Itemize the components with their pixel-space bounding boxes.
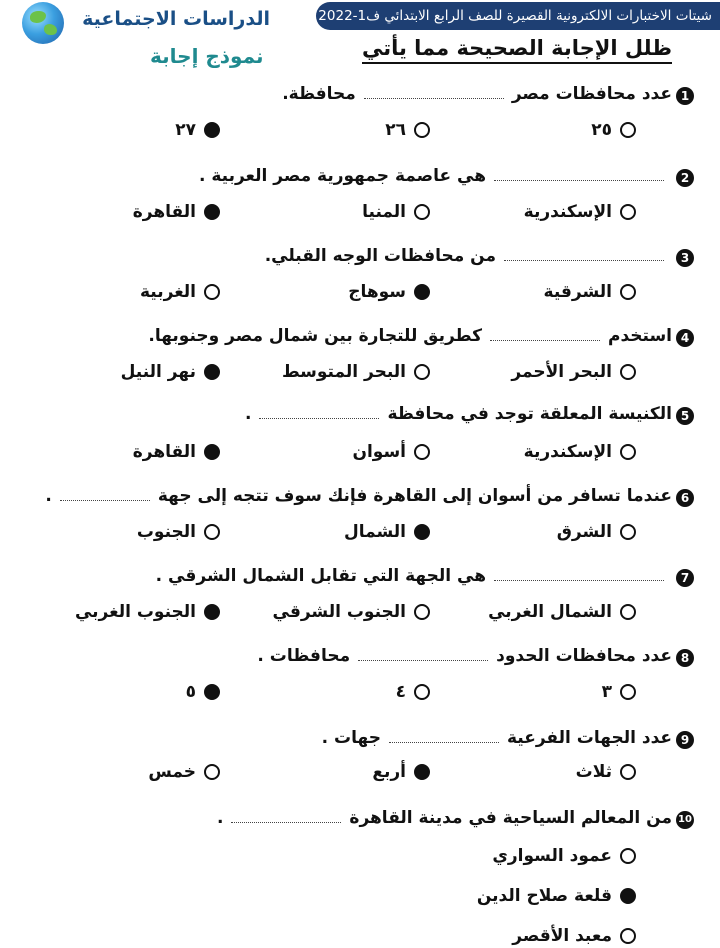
answer-option-label: أسوان — [352, 442, 406, 462]
empty-circle-icon[interactable] — [620, 848, 636, 864]
answer-option[interactable] — [576, 762, 636, 782]
filled-circle-icon[interactable] — [414, 524, 430, 540]
question-text-after: . — [45, 486, 52, 506]
answer-option[interactable] — [488, 602, 636, 622]
question-text-after: هي الجهة التي تقابل الشمال الشرقي . — [155, 566, 486, 586]
answer-option-label: معبد الأقصر — [512, 926, 612, 946]
answer-option[interactable] — [273, 602, 430, 622]
answer-option[interactable] — [137, 522, 220, 542]
empty-circle-icon[interactable] — [414, 444, 430, 460]
question-text — [156, 566, 672, 586]
answer-option[interactable] — [344, 522, 430, 542]
answer-option[interactable] — [133, 202, 220, 222]
question-text — [199, 166, 672, 186]
empty-circle-icon[interactable] — [414, 604, 430, 620]
empty-circle-icon[interactable] — [414, 204, 430, 220]
answer-option[interactable] — [282, 362, 430, 382]
globe-icon — [22, 2, 64, 44]
question-number: 6 — [676, 489, 694, 507]
answer-option[interactable] — [544, 282, 636, 302]
answer-option-label: الجنوب الغربي — [74, 602, 196, 622]
header-banner: شيتات الاختبارات الالكترونية القصيرة للصف الرابع الابتدائي ف1-2022 — [316, 2, 720, 30]
empty-circle-icon[interactable] — [414, 684, 430, 700]
subject-title: الدراسات الاجتماعية — [82, 8, 270, 30]
answer-option[interactable] — [557, 522, 636, 542]
question-text-after: هي عاصمة جمهورية مصر العربية . — [198, 166, 486, 186]
answer-option[interactable] — [524, 442, 636, 462]
empty-circle-icon[interactable] — [620, 604, 636, 620]
answer-option-label: عمود السواري — [492, 846, 612, 866]
answer-blank — [494, 180, 664, 181]
question-text-before: عندما تسافر من أسوان إلى القاهرة فإنك سوف تتجه إلى جهة — [157, 486, 672, 506]
answer-option-label: القاهرة — [132, 442, 196, 462]
question-number: 7 — [676, 569, 694, 587]
filled-circle-icon[interactable] — [204, 364, 220, 380]
answer-option-label: سوهاج — [348, 282, 406, 302]
answer-option-label: الشمال الغربي — [488, 602, 612, 622]
question-text-before: استخدم — [607, 326, 672, 346]
question-text-after: . — [244, 404, 252, 424]
answer-option-label: القاهرة — [132, 202, 196, 222]
empty-circle-icon[interactable] — [204, 524, 220, 540]
empty-circle-icon[interactable] — [204, 284, 220, 300]
filled-circle-icon[interactable] — [204, 444, 220, 460]
answer-blank — [504, 260, 664, 261]
answer-option-label: خمس — [148, 762, 196, 782]
empty-circle-icon[interactable] — [620, 684, 636, 700]
answer-option[interactable] — [121, 362, 220, 382]
empty-circle-icon[interactable] — [414, 364, 430, 380]
question-number: 9 — [676, 731, 694, 749]
empty-circle-icon[interactable] — [620, 364, 636, 380]
question-number: 10 — [676, 811, 694, 829]
question-text-before: من المعالم السياحية في مدينة القاهرة — [349, 808, 672, 828]
answer-option[interactable] — [133, 442, 220, 462]
answer-blank — [60, 500, 150, 501]
answer-option[interactable] — [186, 682, 220, 702]
question-text — [217, 808, 672, 828]
question-text-after: محافظة. — [282, 84, 356, 104]
answer-option-label: أربع — [372, 762, 406, 782]
filled-circle-icon[interactable] — [620, 888, 636, 904]
question-text-after: كطريق للتجارة بين شمال مصر وجنوبها. — [148, 326, 482, 346]
question-number: 1 — [676, 87, 694, 105]
question-text — [245, 404, 672, 424]
question-text — [322, 728, 672, 748]
empty-circle-icon[interactable] — [204, 764, 220, 780]
question-text — [45, 486, 672, 506]
answer-option-label: ٣ — [601, 682, 612, 702]
question-text-before: الكنيسة المعلقة توجد في محافظة — [387, 404, 672, 424]
answer-option[interactable] — [511, 362, 636, 382]
question-number: 5 — [676, 407, 694, 425]
question-text-after: محافظات . — [257, 646, 351, 666]
filled-circle-icon[interactable] — [204, 204, 220, 220]
empty-circle-icon[interactable] — [620, 524, 636, 540]
answer-blank — [364, 98, 504, 99]
answer-option-label: الشرق — [556, 522, 612, 542]
answer-option[interactable] — [477, 886, 636, 906]
answer-option-label: الجنوب — [136, 522, 196, 542]
answer-option[interactable] — [385, 120, 430, 140]
answer-option[interactable] — [348, 282, 430, 302]
answer-blank — [389, 742, 499, 743]
answer-option-label: الإسكندرية — [523, 202, 612, 222]
answer-option-label: المنيا — [362, 202, 406, 222]
answer-option[interactable] — [591, 120, 636, 140]
answer-option-label: ٢٧ — [175, 120, 196, 140]
filled-circle-icon[interactable] — [414, 764, 430, 780]
answer-option-label: الجنوب الشرقي — [272, 602, 406, 622]
question-text-after: جهات . — [321, 728, 381, 748]
answer-option[interactable] — [362, 202, 430, 222]
answer-blank — [490, 340, 600, 341]
answer-option-label: قلعة صلاح الدين — [476, 886, 612, 906]
answer-blank — [494, 580, 664, 581]
filled-circle-icon[interactable] — [204, 604, 220, 620]
answer-option[interactable] — [492, 846, 636, 866]
answer-option-label: الغربية — [139, 282, 196, 302]
question-number: 8 — [676, 649, 694, 667]
answer-blank — [358, 660, 488, 661]
answer-key-label: نموذج إجابة — [150, 44, 264, 68]
answer-option-label: البحر المتوسط — [281, 362, 406, 382]
question-text-after: . — [216, 808, 224, 828]
empty-circle-icon[interactable] — [620, 284, 636, 300]
filled-circle-icon[interactable] — [204, 122, 220, 138]
question-text — [257, 646, 672, 666]
answer-option-label: ثلاث — [575, 762, 612, 782]
top-bar — [0, 0, 720, 34]
answer-blank — [231, 822, 341, 823]
empty-circle-icon[interactable] — [620, 204, 636, 220]
answer-option[interactable] — [602, 682, 636, 702]
answer-option-label: ٥ — [185, 682, 196, 702]
empty-circle-icon[interactable] — [620, 444, 636, 460]
answer-option-label: ٢٥ — [591, 120, 612, 140]
filled-circle-icon[interactable] — [204, 684, 220, 700]
question-text — [148, 326, 672, 346]
question-text — [282, 84, 672, 104]
empty-circle-icon[interactable] — [414, 122, 430, 138]
answer-option[interactable] — [512, 926, 636, 946]
filled-circle-icon[interactable] — [414, 284, 430, 300]
answer-option-label: ٤ — [395, 682, 406, 702]
question-text-before: عدد الجهات الفرعية — [506, 728, 672, 748]
answer-blank — [259, 418, 379, 419]
question-text — [265, 246, 672, 266]
answer-option[interactable] — [372, 762, 430, 782]
answer-option-label: الشرقية — [543, 282, 612, 302]
answer-option[interactable] — [75, 602, 220, 622]
answer-option[interactable] — [352, 442, 430, 462]
question-number: 4 — [676, 329, 694, 347]
answer-option[interactable] — [175, 120, 220, 140]
empty-circle-icon[interactable] — [620, 122, 636, 138]
answer-option-label: الإسكندرية — [523, 442, 612, 462]
answer-option-label: البحر الأحمر — [511, 362, 612, 382]
answer-option[interactable] — [140, 282, 220, 302]
question-text-before: عدد محافظات مصر — [511, 84, 672, 104]
answer-option[interactable] — [148, 762, 220, 782]
answer-option-label: الشمال — [343, 522, 406, 542]
empty-circle-icon[interactable] — [620, 764, 636, 780]
answer-option[interactable] — [396, 682, 430, 702]
question-text-before: عدد محافظات الحدود — [496, 646, 672, 666]
answer-option-label: ٢٦ — [385, 120, 406, 140]
empty-circle-icon[interactable] — [620, 928, 636, 944]
question-number: 2 — [676, 169, 694, 187]
answer-option-label: نهر النيل — [120, 362, 196, 382]
instruction: ظلل الإجابة الصحيحة مما يأتي — [362, 34, 672, 64]
question-text-after: من محافظات الوجه القبلي. — [264, 246, 496, 266]
question-number: 3 — [676, 249, 694, 267]
answer-option[interactable] — [524, 202, 636, 222]
